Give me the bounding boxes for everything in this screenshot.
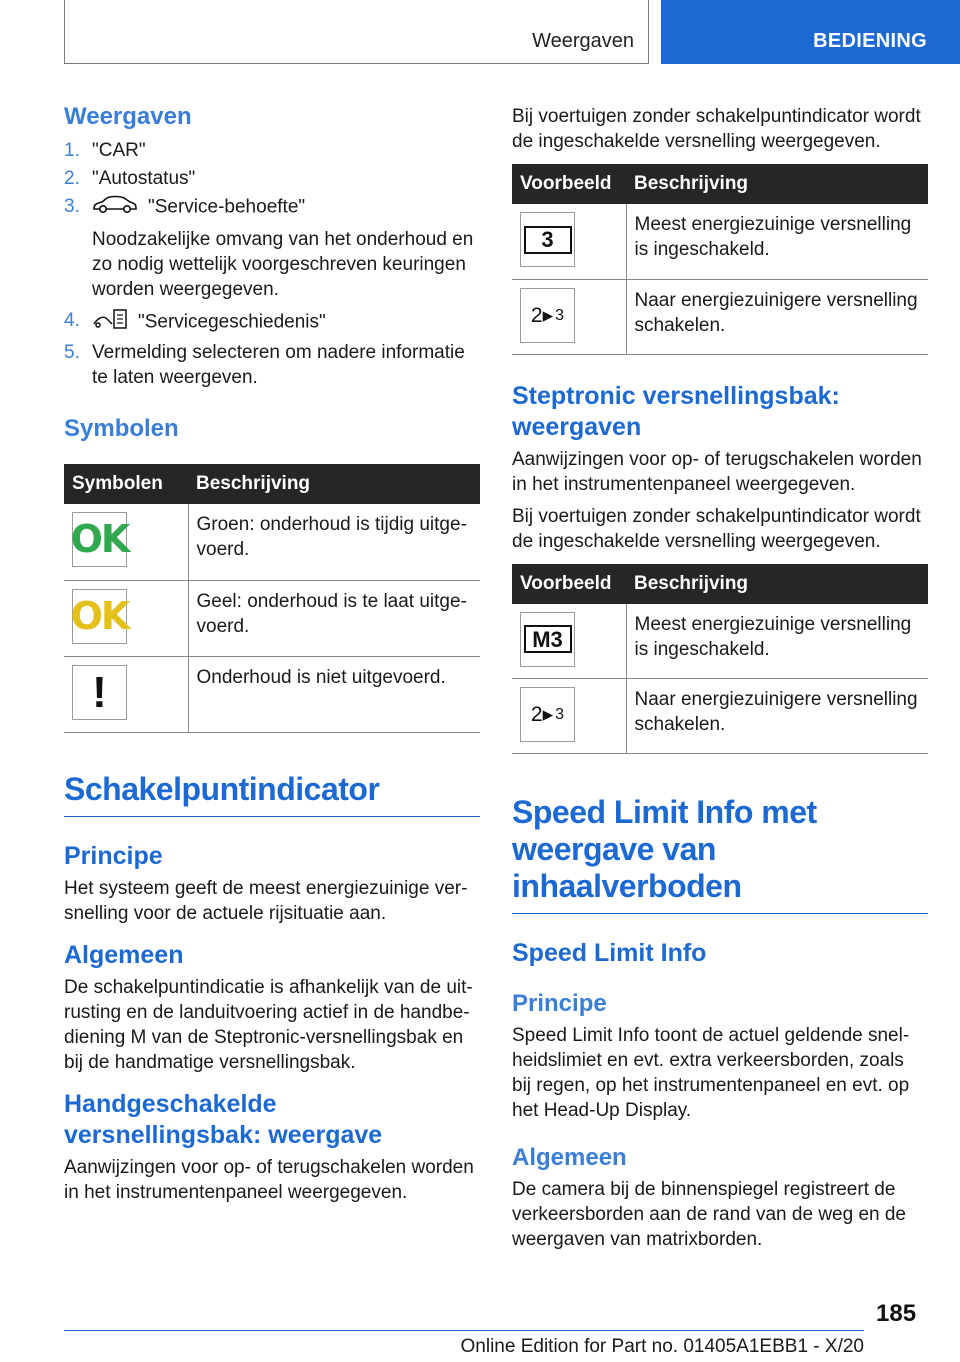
list-text: Vermelding selecteren om nadere informatie te laten weergeven. (92, 342, 465, 388)
algemeen-text: De schakelpuntindicatie is afhankelijk van de uitrusting en de landuitvoering actief in de handbediening M van de Steptronic-versnellingsbak en bij de handmatige versnellingsbak. (64, 976, 473, 1073)
header-chapter-title[interactable]: BEDIENING (813, 30, 927, 52)
gear-table-2 (512, 564, 928, 755)
table-header: Beschrijving (626, 164, 928, 204)
header-section-title: Weergaven (532, 30, 634, 52)
left-column (64, 100, 480, 1205)
ok-green-icon: OK (72, 512, 127, 567)
list-text: "Autostatus" (92, 168, 196, 189)
gear-3-icon: 3 (520, 212, 575, 267)
list-item (64, 138, 480, 163)
weergaven-list (64, 138, 480, 390)
table-cell: Naar energiezuinigere versnelling schakelen. (626, 679, 928, 754)
list-number: 1. (64, 140, 80, 161)
table-row (512, 204, 928, 279)
table-cell: Naar energiezuinigere versnelling schakelen. (626, 279, 928, 354)
list-text: "Service-behoefte" (148, 196, 306, 218)
table-row (512, 604, 928, 679)
schakelpuntindicator-heading: Schakelpuntindicator (64, 771, 480, 817)
symbols-table (64, 464, 480, 733)
table-row (64, 580, 480, 656)
exclamation-icon: ! (72, 665, 127, 720)
header-chapter-box[interactable] (661, 0, 960, 64)
algemeen-heading: Algemeen (64, 940, 184, 969)
footer-edition: Online Edition for Part no. 01405A1EBB1 - X/20 (460, 1336, 864, 1357)
ok-yellow-icon: OK (72, 589, 127, 644)
shift-2-3-icon: 2 ▸ 3 (520, 288, 575, 343)
table-row (512, 279, 928, 354)
gear-m3-icon: M3 (520, 612, 575, 667)
list-item (64, 340, 480, 390)
service-history-icon (92, 308, 128, 337)
header-section-box (64, 0, 649, 64)
list-number: 3. (64, 196, 80, 217)
sli-algemeen-text: De camera bij de binnenspiegel registreert de verkeersborden aan de rand van de weg en de weergaven van matrixborden. (512, 1179, 906, 1250)
sli-heading: Speed Limit Info (512, 939, 707, 967)
speedlimit-heading: Speed Limit Info met weergave van inhaalverboden (512, 794, 928, 914)
shift-2-3-icon: 2 ▸ 3 (520, 687, 575, 742)
table-cell: Groen: onderhoud is tijdig uitgevoerd. (188, 504, 480, 580)
car-service-icon (92, 194, 138, 221)
table-cell: Meest energiezuinige versnelling is ingeschakeld. (626, 604, 928, 679)
table-header: Beschrijving (626, 564, 928, 604)
table-cell: Meest energiezuinige versnelling is ingeschakeld. (626, 204, 928, 279)
list-subtext: Noodzakelijke omvang van het onderhoud en zo nodig wettelijk voorgeschreven keuringen worden weergegeven. (92, 229, 474, 300)
table-row (64, 504, 480, 580)
table-header: Voorbeeld (512, 564, 626, 604)
principe-text: Het systeem geeft de meest energiezuinige versnelling voor de actuele rijsituatie aan. (64, 877, 468, 924)
list-number: 4. (64, 310, 80, 331)
list-number: 2. (64, 168, 80, 189)
sli-principe-text: Speed Limit Info toont de actuel geldende snelheidslimiet en evt. extra verkeersborden, zoals bij regen, op het instrumentenpaneel en evt. op het Head-Up Display. (512, 1025, 910, 1121)
steptronic-heading: Steptronic versnellingsbak: weergaven (512, 381, 840, 441)
list-text: "Servicegeschiedenis" (138, 311, 326, 333)
handgeschakeld-heading: Handgeschakelde versnellingsbak: weergave (64, 1089, 383, 1149)
list-item (64, 166, 480, 191)
gear-table-1 (512, 164, 928, 355)
intro-text: Bij voertuigen zonder schakelpuntindicator wordt de ingeschakelde versnelling weergegeven. (512, 106, 921, 152)
right-column (512, 104, 928, 1252)
list-number: 5. (64, 342, 80, 363)
footer-rule (64, 1330, 864, 1331)
steptronic-text-2: Bij voertuigen zonder schakelpuntindicator wordt de ingeschakelde versnelling weergegeven. (512, 505, 921, 552)
table-row (512, 679, 928, 754)
sli-principe-heading: Principe (512, 990, 607, 1017)
page-number: 185 (876, 1300, 917, 1327)
table-header: Symbolen (64, 464, 188, 504)
list-text: "CAR" (92, 140, 146, 161)
steptronic-text-1: Aanwijzingen voor op- of terugschakelen worden in het instrumentenpaneel weergegeven. (512, 448, 922, 495)
table-header: Voorbeeld (512, 164, 626, 204)
table-header: Beschrijving (188, 464, 480, 504)
table-cell: Onderhoud is niet uitgevoerd. (188, 656, 480, 732)
table-row (64, 656, 480, 732)
handgeschakeld-text: Aanwijzingen voor op- of terugschakelen worden in het instrumentenpaneel weergegeven. (64, 1156, 474, 1203)
symbolen-heading: Symbolen (64, 415, 179, 442)
table-cell: Geel: onderhoud is te laat uitgevoerd. (188, 580, 480, 656)
principe-heading: Principe (64, 841, 163, 870)
list-item (64, 308, 480, 337)
sli-algemeen-heading: Algemeen (512, 1144, 627, 1171)
weergaven-heading: Weergaven (64, 103, 192, 130)
list-item (64, 194, 480, 302)
